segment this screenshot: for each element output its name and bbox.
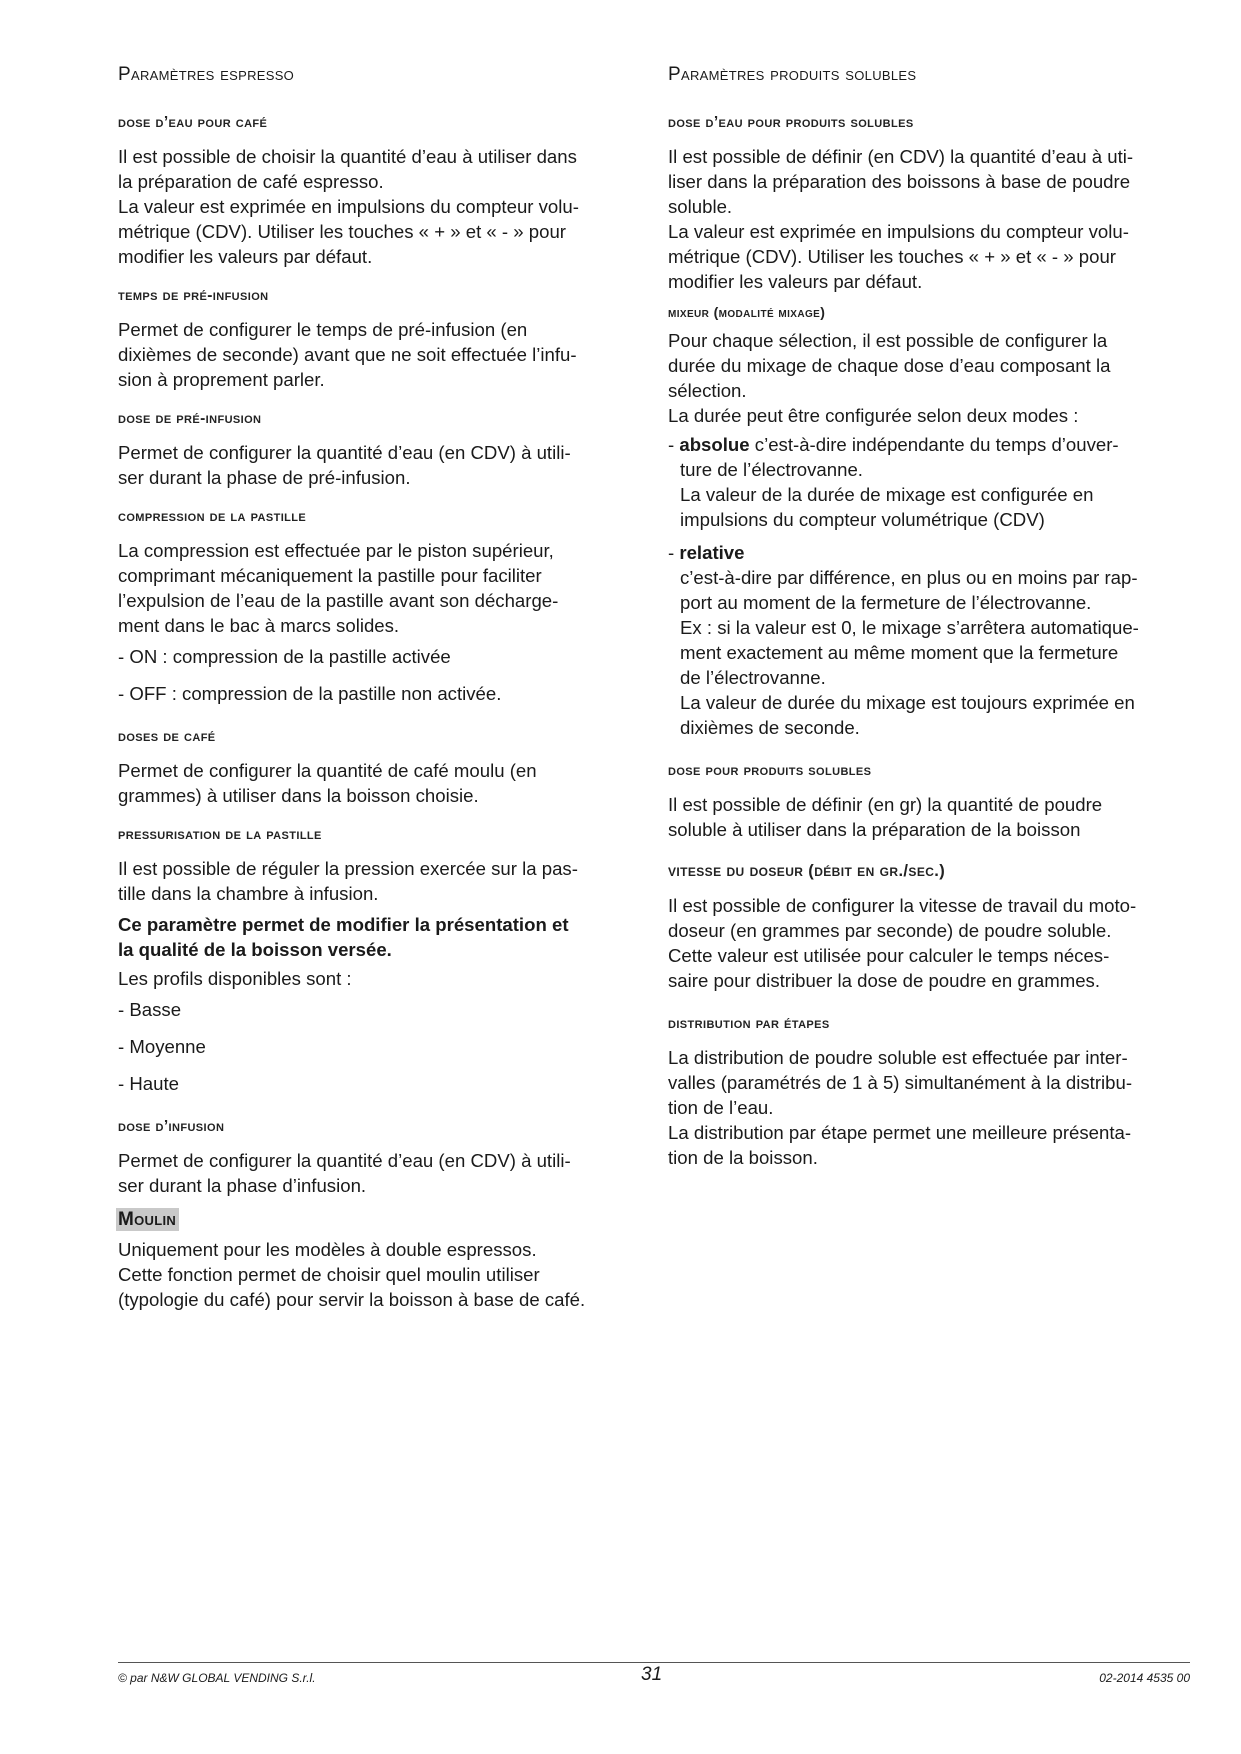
right-column — [668, 64, 1188, 1188]
list-item-on: - ON : compression de la pastille activée — [118, 646, 451, 667]
footer-divider — [118, 1662, 1190, 1663]
section-title-produits-solubles: Paramètres produits solubles — [668, 64, 917, 85]
list-item-moyenne: - Moyenne — [118, 1036, 206, 1057]
page-number: 31 — [641, 1664, 663, 1685]
bold-note-pressurisation: Ce paramètre permet de modifier la présentation et la qualité de la boisson versée. — [118, 914, 569, 960]
subsection-title-dose-pre-infusion: dose de pré-infusion — [118, 410, 262, 427]
subsection-title-compression-pastille: compression de la pastille — [118, 508, 307, 525]
paragraph-moulin: Uniquement pour les modèles à double espressos. Cette fonction permet de choisir quel moulin utiliser (typologie du café) pour servir la boisson à base de café. — [118, 1239, 586, 1310]
subsection-title-dose-produits-solubles: dose pour produits solubles — [668, 762, 872, 779]
label-relative: relative — [679, 542, 745, 563]
subsection-title-distribution-etapes: distribution par étapes — [668, 1015, 830, 1032]
subsection-title-pressurisation: pressurisation de la pastille — [118, 826, 322, 843]
list-item-absolue: - absolue c’est-à-dire indépendante du temps d’ouver- ture de l’électrovanne. La valeur de la durée de mixage est configurée en impulsions du compteur volumétrique (CDV) — [668, 434, 1119, 530]
list-item-off: - OFF : compression de la pastille non activée. — [118, 683, 502, 704]
paragraph-mixeur: Pour chaque sélection, il est possible de configurer la durée du mixage de chaque dose d’eau composant la sélection. La durée peut être configurée selon deux modes : — [668, 330, 1111, 426]
paragraph-dose-eau-cafe: Il est possible de choisir la quantité d’eau à utiliser dans la préparation de café espresso. La valeur est exprimée en impulsions du compteur volu- métrique (CDV). Utiliser les touches « + » et « - » pour modifier les valeurs par défaut. — [118, 146, 579, 267]
section-title-moulin: Moulin — [116, 1208, 179, 1231]
subsection-title-dose-infusion: dose d’infusion — [118, 1118, 225, 1135]
left-column — [118, 64, 638, 1330]
paragraph-dose-produits-solubles: Il est possible de définir (en gr) la quantité de poudre soluble à utiliser dans la préparation de la boisson — [668, 794, 1103, 840]
paragraph-dose-infusion: Permet de configurer la quantité d’eau (en CDV) à utili- ser durant la phase d’infusion. — [118, 1150, 571, 1196]
list-item-haute: - Haute — [118, 1073, 179, 1094]
paragraph-temps-pre-infusion: Permet de configurer le temps de pré-infusion (en dixièmes de seconde) avant que ne soit effectuée l’infu- sion à proprement parler. — [118, 319, 577, 390]
section-title-espresso: Paramètres espresso — [118, 64, 295, 85]
footer-reference: 02-2014 4535 00 — [1099, 1671, 1190, 1685]
label-absolue: absolue — [679, 434, 750, 455]
profiles-intro: Les profils disponibles sont : — [118, 968, 352, 989]
subsection-title-doses-cafe: doses de café — [118, 728, 216, 745]
paragraph-dose-pre-infusion: Permet de configurer la quantité d’eau (en CDV) à utili- ser durant la phase de pré-infusion. — [118, 442, 571, 488]
list-item-relative: - relative c’est-à-dire par différence, en plus ou en moins par rap- port au moment de la fermeture de l’électrovanne. Ex : si la valeur est 0, le mixage s’arrêtera automatique- ment exactement au même moment que la fermeture de l’électrovanne. La valeur de durée du mixage est toujours exprimée en dixièmes de seconde. — [668, 542, 1139, 738]
paragraph-doses-cafe: Permet de configurer la quantité de café moulu (en grammes) à utiliser dans la boisson choisie. — [118, 760, 537, 806]
paragraph-distribution-etapes: La distribution de poudre soluble est effectuée par inter- valles (paramétrés de 1 à 5) simultanément à la distribu- tion de l’eau. La distribution par étape permet une meilleure présenta- tion de la boisson. — [668, 1047, 1133, 1168]
paragraph-dose-eau-solubles: Il est possible de définir (en CDV) la quantité d’eau à uti- liser dans la préparation des boissons à base de poudre soluble. La valeur est exprimée en impulsions du compteur volu- métrique (CDV). Utiliser les touches « + » et « - » pour modifier les valeurs par défaut. — [668, 146, 1134, 292]
subsection-title-dose-eau-solubles: dose d’eau pour produits solubles — [668, 114, 914, 131]
subsection-title-temps-pre-infusion: temps de pré-infusion — [118, 287, 269, 304]
subsection-title-dose-eau-cafe: dose d’eau pour café — [118, 114, 268, 131]
subsection-title-vitesse-doseur: vitesse du doseur (débit en gr./sec.) — [668, 862, 946, 880]
footer-copyright: © par N&W GLOBAL VENDING S.r.l. — [118, 1671, 316, 1685]
subsection-title-mixeur: mixeur (modalité mixage) — [668, 304, 826, 320]
paragraph-compression-pastille: La compression est effectuée par le piston supérieur, comprimant mécaniquement la pastille pour faciliter l’expulsion de l’eau de la pastille avant son décharge- ment dans le bac à marcs solides. — [118, 540, 559, 636]
paragraph-vitesse-doseur: Il est possible de configurer la vitesse de travail du moto- doseur (en grammes par seconde) de poudre soluble. Cette valeur est utilisée pour calculer le temps néces- saire pour distribuer la dose de poudre en grammes. — [668, 895, 1137, 991]
paragraph-pressurisation: Il est possible de réguler la pression exercée sur la pas- tille dans la chambre à infusion. — [118, 858, 578, 904]
list-item-basse: - Basse — [118, 999, 182, 1020]
